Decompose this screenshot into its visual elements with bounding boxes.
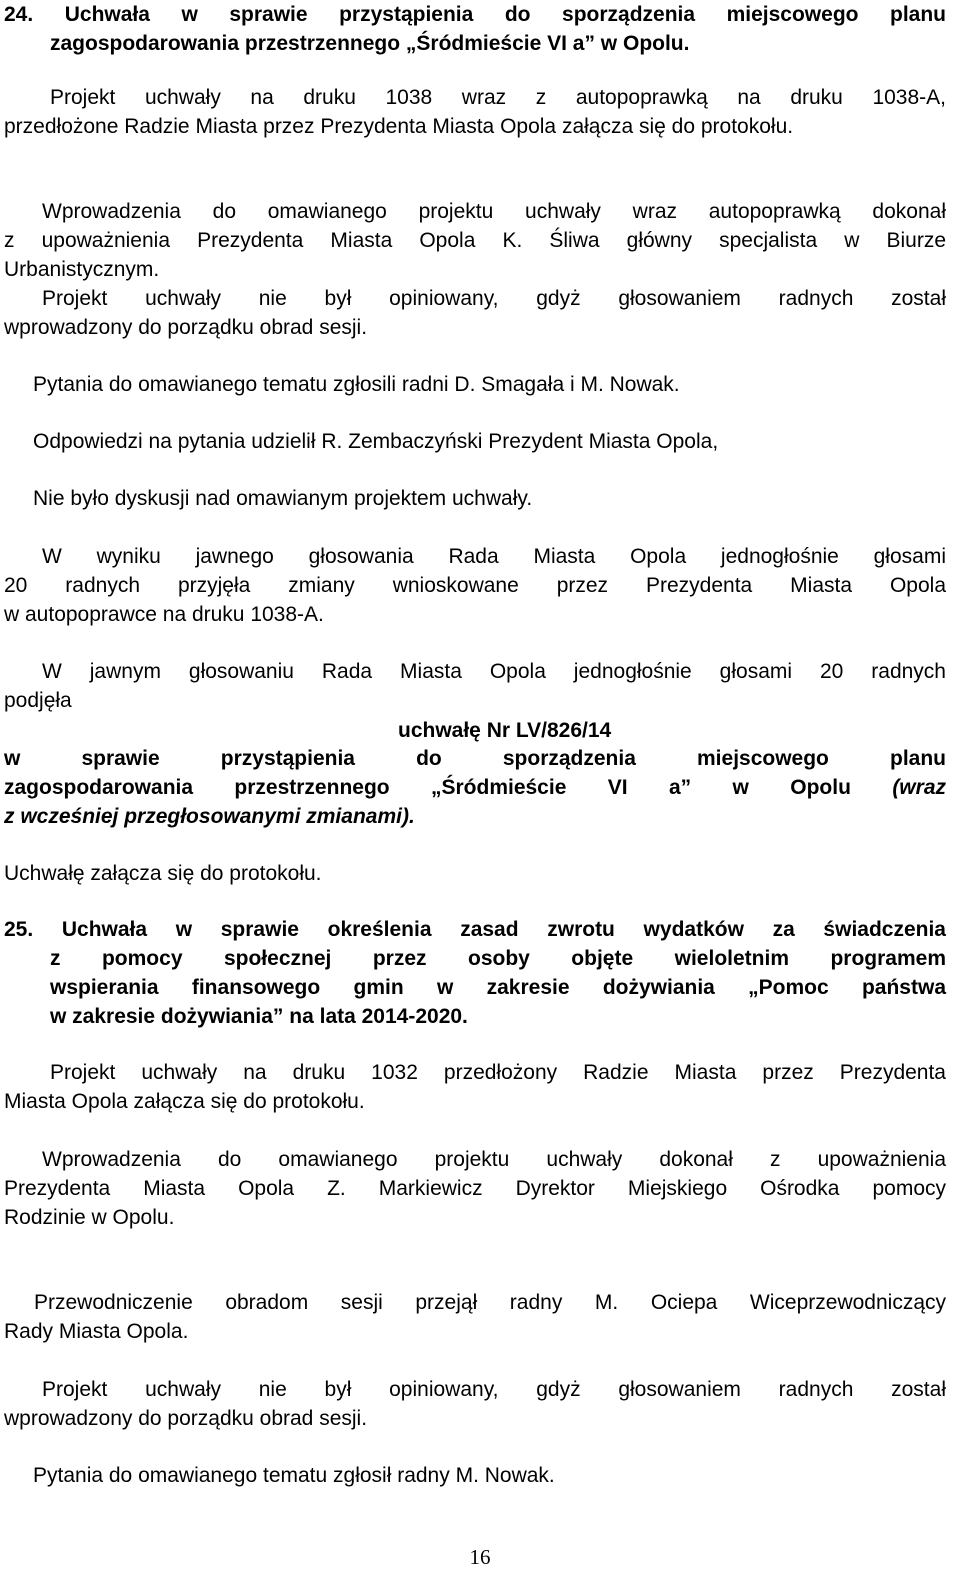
resolution-title: w sprawie przystąpienia do sporządzenia miejscowego planu zagospodarowania przestrzennego „Śródmieście VI a” w Opolu (wraz z wcześniej przegłosowanymi zmianami).: [4, 747, 946, 828]
section-25-number: 25.: [4, 918, 34, 941]
section-24-paragraph-answers: Odpowiedzi na pytania udzielił R. Zembaczyński Prezydent Miasta Opola,: [33, 430, 719, 453]
section-25-paragraph-questions: Pytania do omawianego tematu zgłosił radny M. Nowak.: [33, 1464, 555, 1487]
section-24-paragraph-vote-resolution: W jawnym głosowaniu Rada Miasta Opola jednogłośnie głosami 20 radnych podjęła: [4, 660, 946, 712]
section-24-heading: [4, 0, 946, 58]
section-24-title-line-1: Uchwała w sprawie przystąpienia do sporządzenia miejscowego planu: [64, 3, 947, 26]
section-24-paragraph-opinion: Projekt uchwały nie był opiniowany, gdyż głosowaniem radnych został wprowadzony do porządku obrad sesji.: [4, 287, 946, 339]
section-25-paragraph-chairing: Przewodniczenie obradom sesji przejął radny M. Ociepa Wiceprzewodniczący Rady Miasta Opola.: [4, 1291, 946, 1343]
section-24-number: 24.: [4, 3, 34, 26]
section-24-paragraph-vote-amendments: W wyniku jawnego głosowania Rada Miasta Opola jednogłośnie głosami 20 radnych przyjęła zmiany wnioskowane przez Prezydenta Miasta Opola w autopoprawce na druku 1038-A.: [4, 545, 946, 626]
section-24-paragraph-introduction: Wprowadzenia do omawianego projektu uchwały wraz autopoprawką dokonał z upoważnienia Prezydenta Miasta Opola K. Śliwa główny specjalista w Biurze Urbanistycznym.: [4, 200, 946, 281]
page-number: 16: [469, 1545, 491, 1569]
resolution-number: uchwałę Nr LV/826/14: [398, 719, 612, 742]
section-24-paragraph-attachment: Uchwałę załącza się do protokołu.: [4, 862, 322, 885]
section-25-title-line-1: Uchwała w sprawie określenia zasad zwrotu wydatków za świadczenia: [61, 918, 946, 941]
section-25-paragraph-introduction: Wprowadzenia do omawianego projektu uchwały dokonał z upoważnienia Prezydenta Miasta Opola Z. Markiewicz Dyrektor Miejskiego Ośrodka pomocy Rodzinie w Opolu.: [4, 1148, 946, 1229]
section-25-heading: 25. Uchwała w sprawie określenia zasad zwrotu wydatków za świadczenia z pomocy społecznej przez osoby objęte wieloletnim programem wspierania finansowego gmin w zakresie dożywiania „Pomoc państwa w zakresie dożywiania” na lata 2014-2020.: [4, 918, 946, 1028]
section-25-paragraph-opinion: Projekt uchwały nie był opiniowany, gdyż głosowaniem radnych został wprowadzony do porządku obrad sesji.: [4, 1378, 946, 1430]
section-24-paragraph-draft: Projekt uchwały na druku 1038 wraz z autopoprawką na druku 1038-A, przedłożone Radzie Miasta przez Prezydenta Miasta Opola załącza się do protokołu.: [4, 86, 946, 138]
section-24-paragraph-discussion: Nie było dyskusji nad omawianym projektem uchwały.: [33, 487, 533, 510]
section-24-paragraph-questions: Pytania do omawianego tematu zgłosili radni D. Smagała i M. Nowak.: [33, 373, 680, 396]
section-24-title-line-2: zagospodarowania przestrzennego „Śródmieście VI a” w Opolu.: [50, 32, 690, 55]
section-25-paragraph-draft: Projekt uchwały na druku 1032 przedłożony Radzie Miasta przez Prezydenta Miasta Opola załącza się do protokołu.: [4, 1061, 946, 1113]
